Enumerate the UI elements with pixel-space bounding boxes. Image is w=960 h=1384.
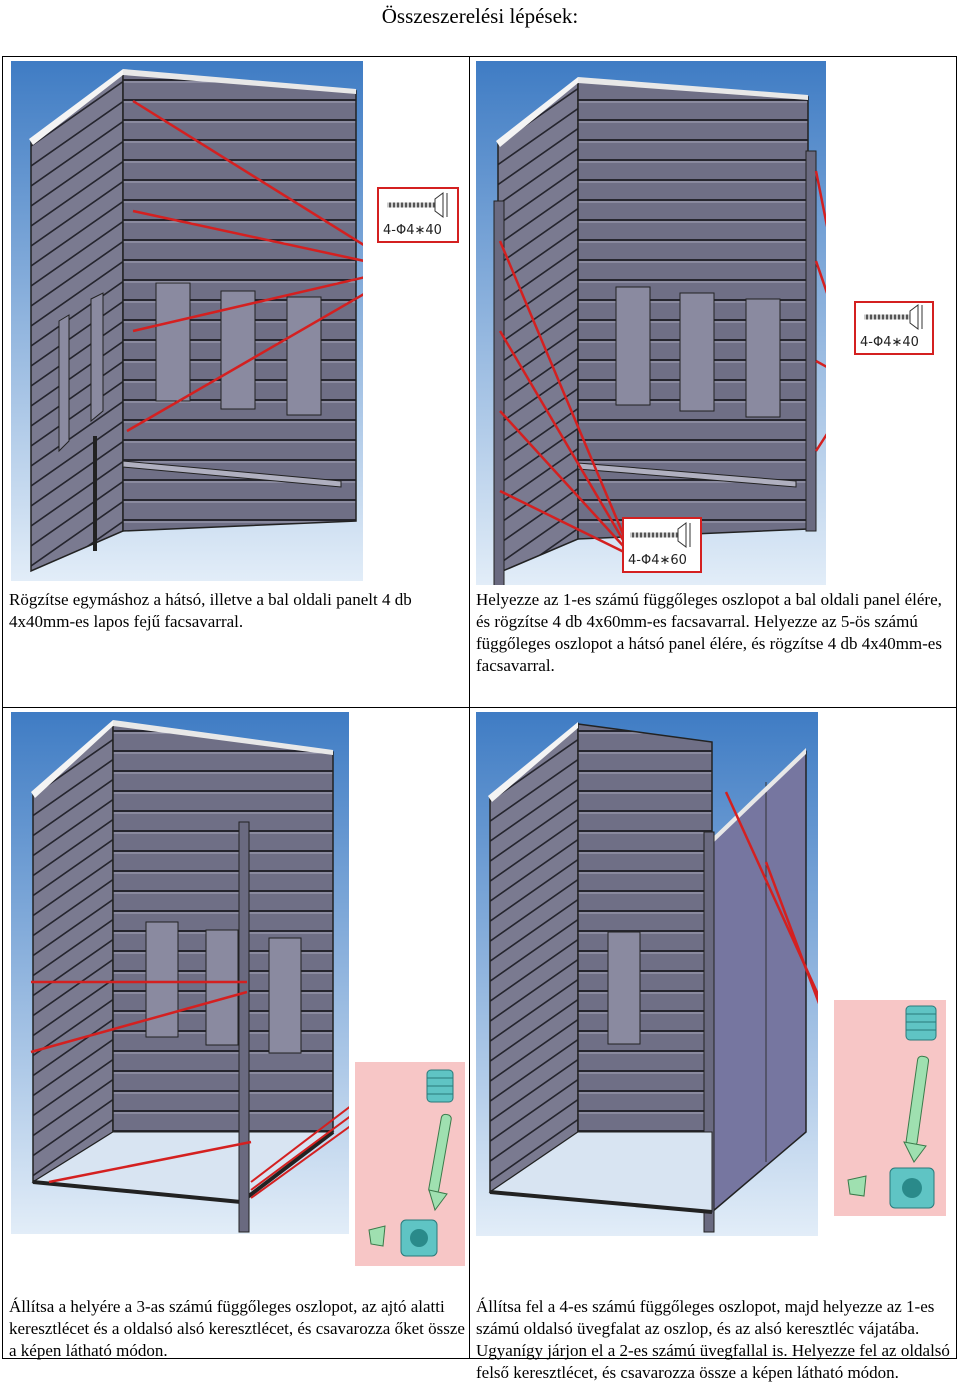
fitting-inset-step-4 [834, 1000, 946, 1216]
step-3-illustration [11, 712, 349, 1234]
step-2-illustration [476, 61, 826, 585]
screw-label-4x40-b: 4-Φ4∗40 [860, 335, 919, 350]
step-2-cell [470, 57, 956, 707]
page-title: Összeszerelési lépések: [381, 4, 579, 28]
step-3-caption: Állítsa a helyére a 3-as számú függőleges oszlopot, az ajtó alatti keresztlécet és a oldalsó alsó keresztlécet, és csavarozza őket össze a képen látható módon. [9, 1297, 465, 1360]
step-4-cell [470, 708, 956, 1382]
step-3-cell [3, 708, 469, 1360]
step-1-caption: Rögzítse egymáshoz a hátsó, illetve a bal oldali panelt 4 db 4x40mm-es lapos fejű facsavarral. [9, 590, 412, 631]
instructions-table [2, 56, 957, 1382]
step-4-caption: Állítsa fel a 4-es számú függőleges oszlopot, majd helyezze az 1-es számú oldalsó üvegfalat az oszlop, és az alsó keresztléc vájatába. Ugyanígy járjon el a 2-es számú üvegfallal is. Helyezze fel az oldalsó felső keresztlécet, és csavarozza össze a képen látható módon. [476, 1297, 950, 1382]
fitting-inset-step-3 [355, 1062, 465, 1266]
step-1-illustration [11, 61, 363, 581]
screw-label-4x40: 4-Φ4∗40 [383, 223, 442, 238]
step-1-cell [3, 57, 469, 707]
screw-label-4x60: 4-Φ4∗60 [628, 553, 687, 568]
step-2-caption: Helyezze az 1-es számú függőleges oszlopot a bal oldali panel élére, és rögzítse 4 db 4x60mm-es facsavarral. Helyezze az 5-ös számú függőleges oszlopot a hátsó panel élére, és rögzítse 4 db 4x40mm-es facsavarral. [476, 590, 942, 675]
step-4-illustration [476, 712, 818, 1236]
